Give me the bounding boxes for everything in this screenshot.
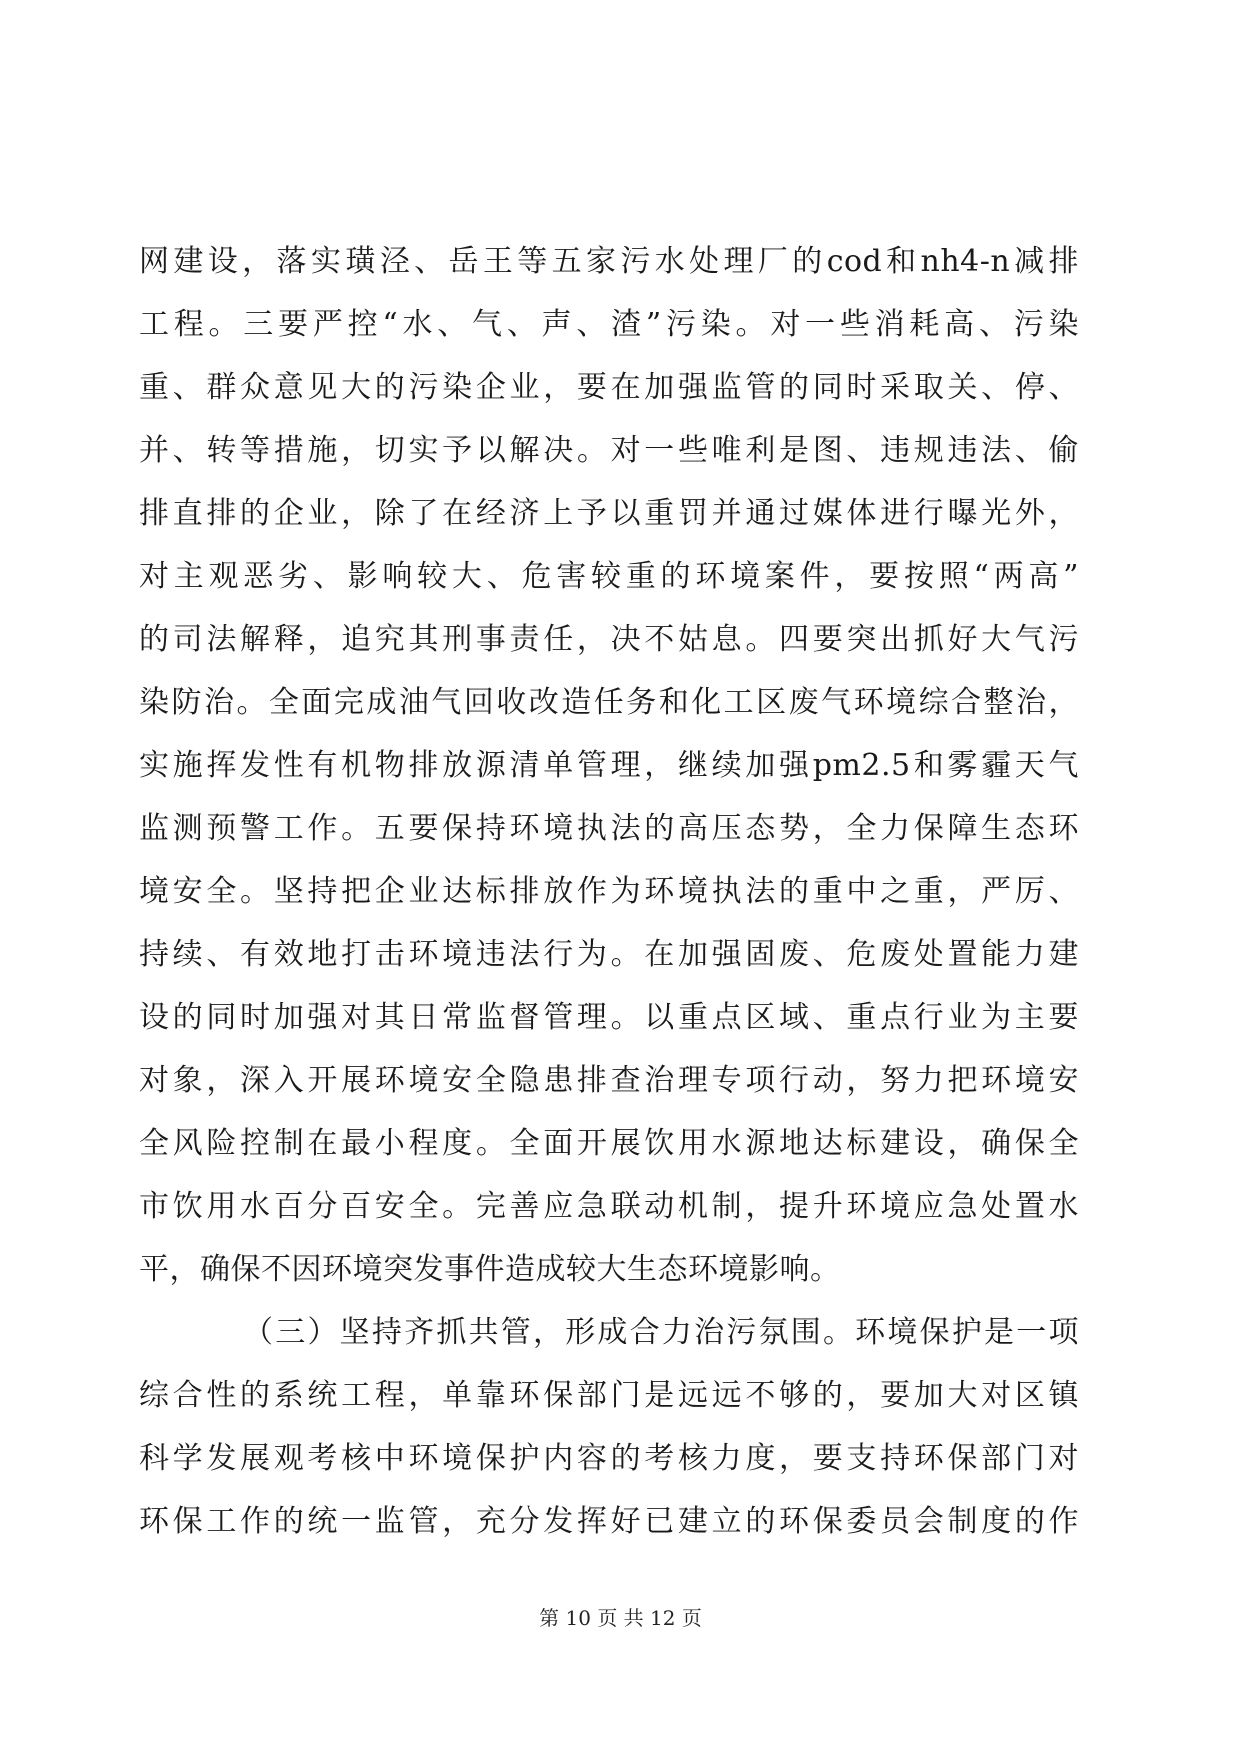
text-line: 网建设，落实璜泾、岳王等五家污水处理厂的cod和nh4-n减排 [139, 244, 1079, 279]
text-line: 平，确保不因环境突发事件造成较大生态环境影响。 [139, 1252, 841, 1287]
text-line: 持续、有效地打击环境违法行为。在加强固废、危废处置能力建 [139, 937, 1079, 972]
body-text [139, 230, 1079, 1553]
text-line: 全风险控制在最小程度。全面开展饮用水源地达标建设，确保全 [139, 1126, 1079, 1161]
text-line: 监测预警工作。五要保持环境执法的高压态势，全力保障生态环 [139, 811, 1079, 846]
text-line: 的司法解释，追究其刑事责任，决不姑息。四要突出抓好大气污 [139, 622, 1079, 657]
text-line: 排直排的企业，除了在经济上予以重罚并通过媒体进行曝光外， [139, 496, 1079, 531]
text-line: 综合性的系统工程，单靠环保部门是远远不够的，要加大对区镇 [139, 1378, 1079, 1413]
section-heading-line: （三）坚持齐抓共管，形成合力治污氛围。环境保护是一项 [243, 1315, 1079, 1350]
text-line: 环保工作的统一监管，充分发挥好已建立的环保委员会制度的作 [139, 1504, 1079, 1539]
text-line: 科学发展观考核中环境保护内容的考核力度，要支持环保部门对 [139, 1441, 1079, 1476]
text-line: 工程。三要严控“水、气、声、渣”污染。对一些消耗高、污染 [139, 307, 1079, 342]
text-line: 设的同时加强对其日常监督管理。以重点区域、重点行业为主要 [139, 1000, 1079, 1035]
page-number-footer: 第 10 页 共 12 页 [539, 1606, 702, 1630]
text-line: 对主观恶劣、影响较大、危害较重的环境案件，要按照“两高” [139, 559, 1079, 594]
text-line: 境安全。坚持把企业达标排放作为环境执法的重中之重，严厉、 [139, 874, 1079, 909]
text-line: 染防治。全面完成油气回收改造任务和化工区废气环境综合整治， [139, 685, 1079, 720]
text-line: 重、群众意见大的污染企业，要在加强监管的同时采取关、停、 [139, 370, 1079, 405]
text-line: 实施挥发性有机物排放源清单管理，继续加强pm2.5和雾霾天气 [139, 748, 1079, 783]
text-line: 市饮用水百分百安全。完善应急联动机制，提升环境应急处置水 [139, 1189, 1079, 1224]
text-line: 对象，深入开展环境安全隐患排查治理专项行动，努力把环境安 [139, 1063, 1079, 1098]
text-line: 并、转等措施，切实予以解决。对一些唯利是图、违规违法、偷 [139, 433, 1079, 468]
